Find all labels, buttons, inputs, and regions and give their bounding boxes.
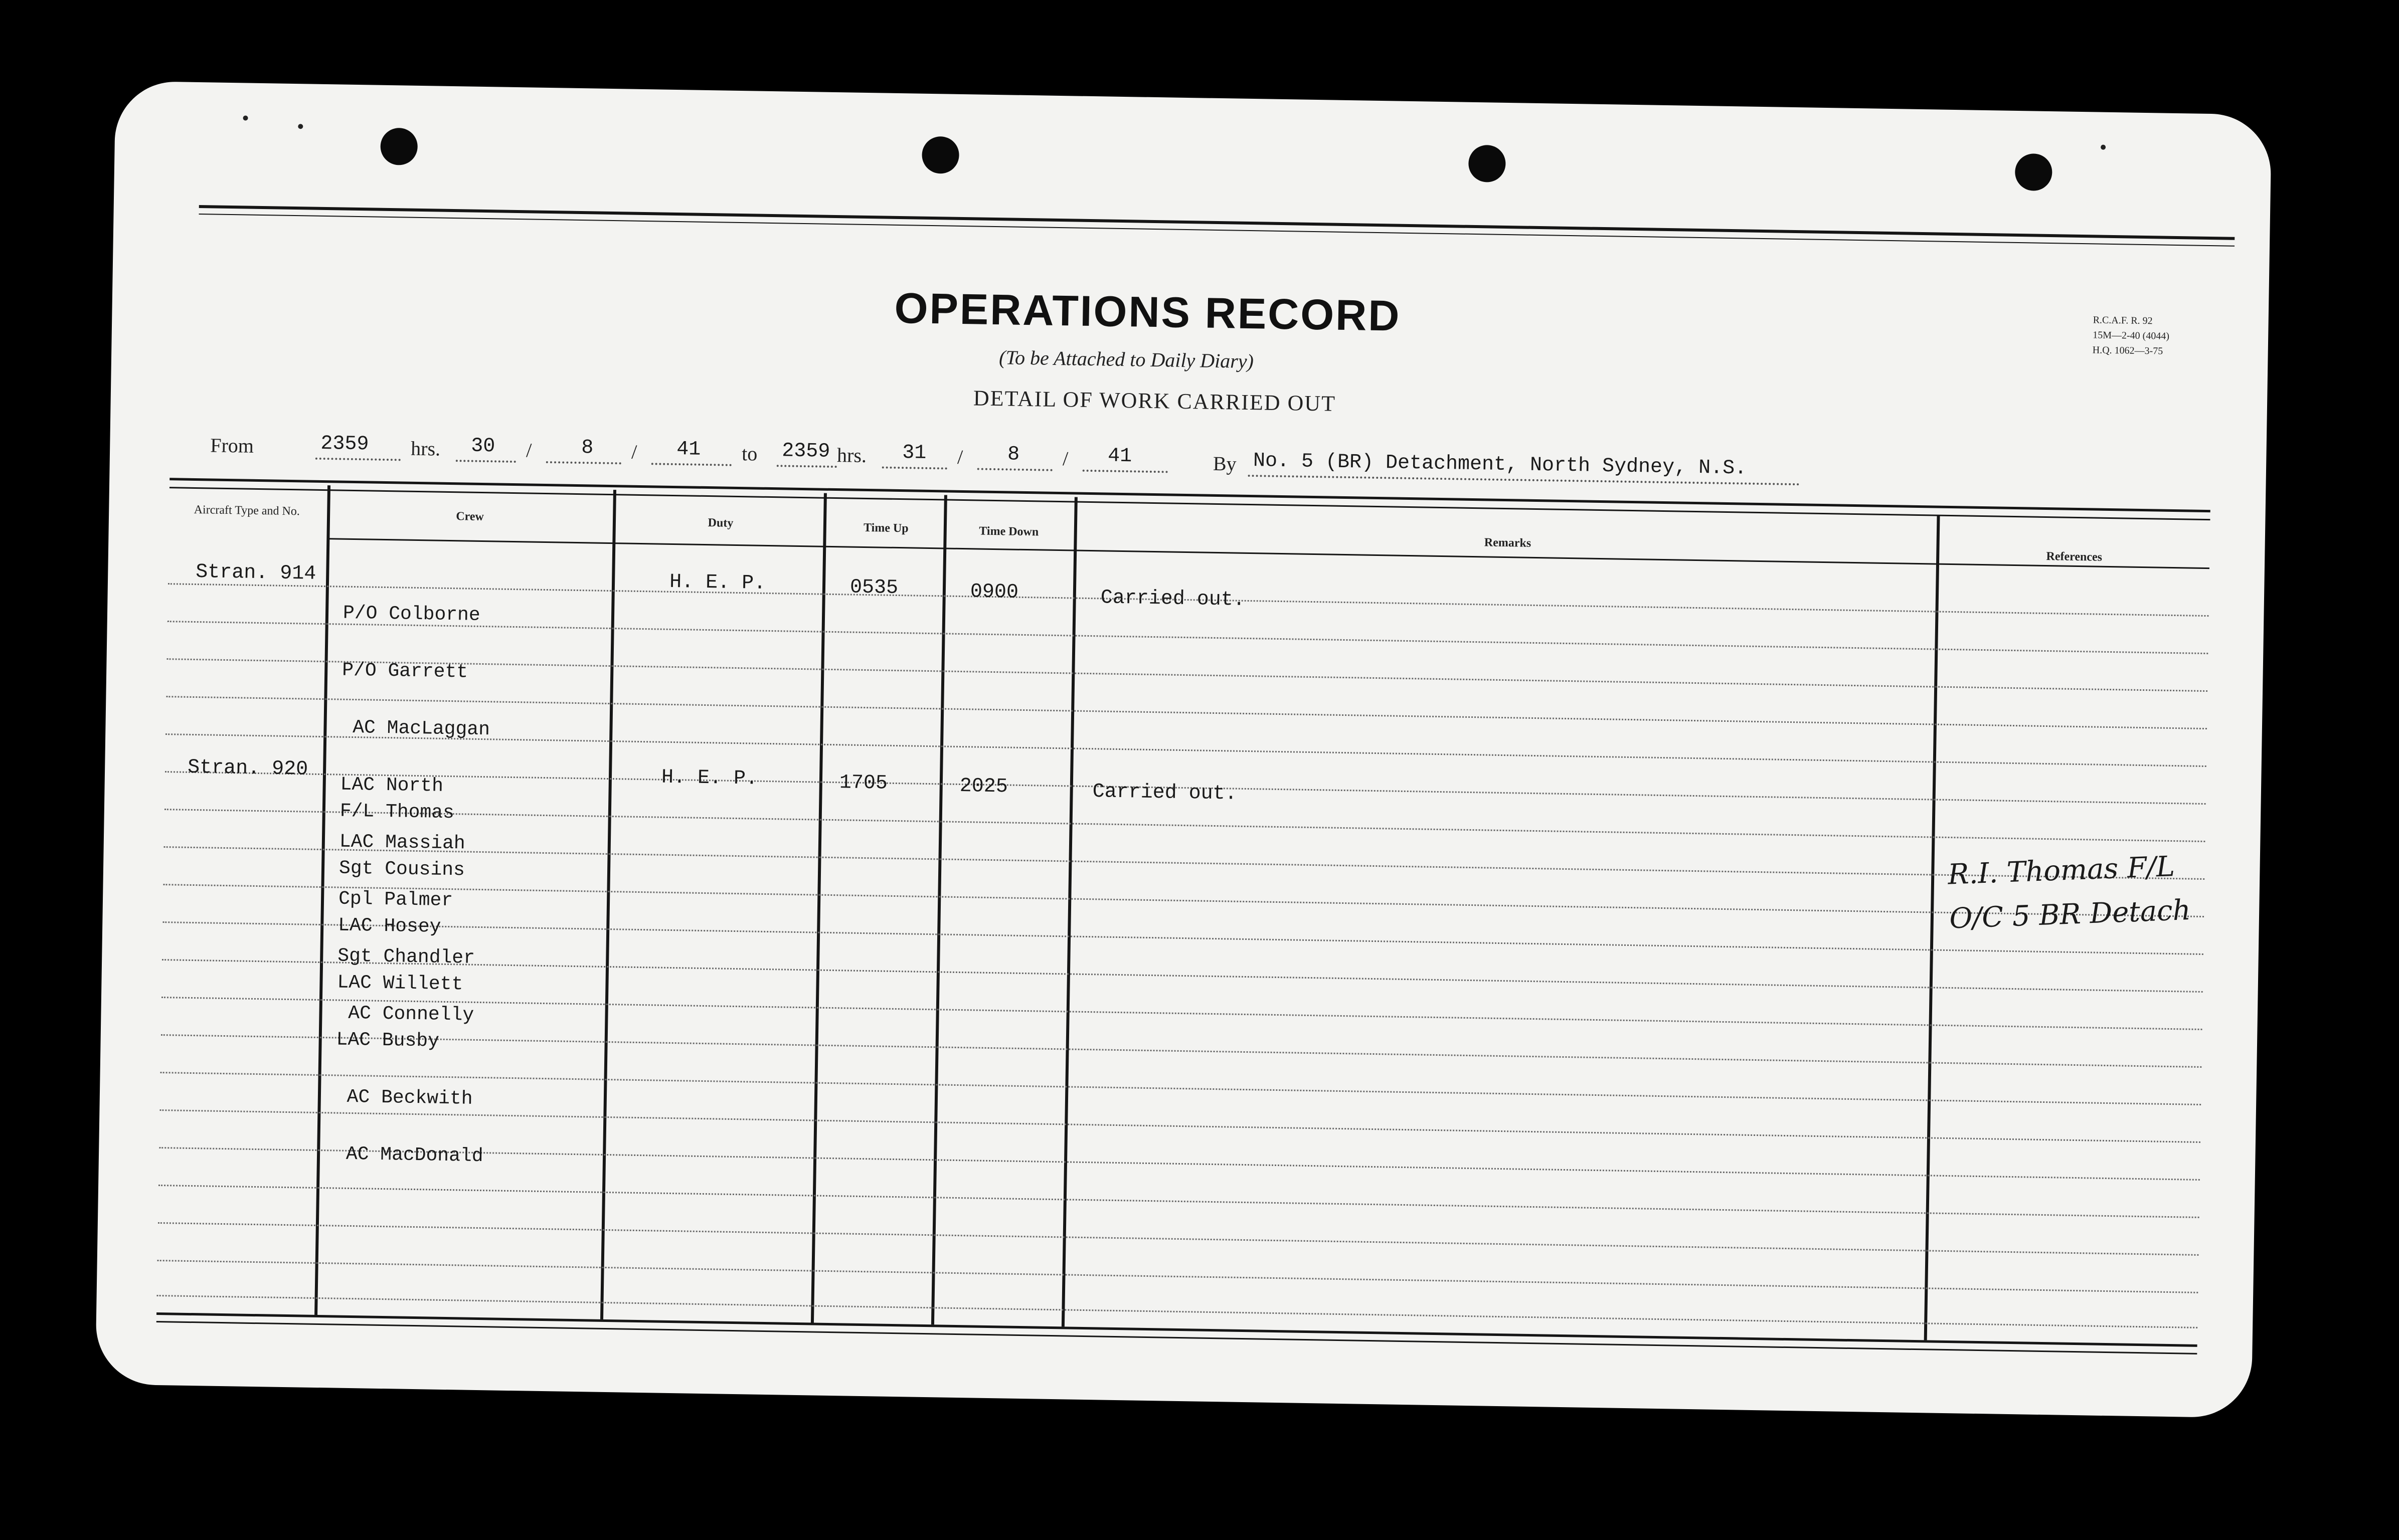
ruled-line: [157, 1295, 2198, 1328]
from-year: 41: [676, 438, 701, 461]
punch-mark: [2101, 145, 2106, 150]
page-subtitle: (To be Attached to Daily Diary): [998, 346, 1254, 373]
aircraft-cell: Stran. 920: [187, 756, 308, 781]
signature-line: O/C 5 BR Detach: [1949, 893, 2191, 935]
crew-member: P/O Colborne: [342, 602, 481, 626]
crew-member: AC Beckwith: [335, 1086, 473, 1110]
binder-hole: [922, 136, 959, 174]
punch-mark: [243, 115, 248, 120]
crew-member: AC MacDonald: [334, 1143, 483, 1168]
top-rule: [199, 205, 2235, 240]
crew-member: Sgt Cousins: [338, 857, 465, 881]
from-month: 8: [581, 437, 594, 460]
remarks-cell: Carried out.: [1100, 587, 1246, 612]
table-top-rule: [169, 478, 2210, 512]
to-day: 31: [902, 442, 927, 465]
crew-member: LAC Massiah: [339, 831, 466, 855]
date-slash: /: [631, 440, 637, 463]
col-header-duty: Duty: [708, 516, 734, 530]
col-header-time-up: Time Up: [863, 521, 909, 535]
fill-line: [1083, 470, 1168, 473]
fill-line: [546, 461, 621, 464]
date-slash: /: [1062, 447, 1069, 470]
col-header-remarks: Remarks: [1484, 536, 1531, 550]
form-code-line: H.Q. 1062—3-75: [2092, 344, 2163, 357]
time-down-cell: 0900: [970, 581, 1019, 604]
crew-member: LAC Busby: [336, 1029, 440, 1052]
col-header-aircraft: Aircraft Type and No.: [194, 503, 300, 518]
to-year: 41: [1107, 445, 1132, 468]
fill-line: [777, 465, 837, 468]
date-slash: /: [957, 445, 963, 469]
crew-member: AC Connelly: [336, 1002, 474, 1026]
form-code-line: R.C.A.F. R. 92: [2093, 314, 2153, 327]
binder-hole: [380, 128, 418, 165]
by-label: By: [1213, 452, 1237, 475]
punch-mark: [298, 124, 303, 129]
form-code-line: 15M—2-40 (4044): [2093, 329, 2170, 342]
time-up-cell: 1705: [839, 772, 888, 795]
fill-line: [651, 463, 732, 466]
crew-cell: [334, 764, 489, 1205]
time-down-cell: 2025: [959, 775, 1008, 799]
unit-name: No. 5 (BR) Detachment, North Sydney, N.S.: [1253, 450, 1747, 480]
form-code: [2093, 312, 2223, 359]
column-rule: [931, 495, 947, 1324]
to-month: 8: [1007, 443, 1020, 466]
hrs-label: hrs.: [836, 444, 867, 467]
signature-line: R.I. Thomas F/L: [1947, 850, 2175, 891]
from-day: 30: [470, 435, 495, 458]
remarks-cell: Carried out.: [1092, 781, 1238, 806]
column-rule: [600, 490, 616, 1319]
aircraft-cell: Stran. 914: [195, 561, 316, 586]
from-label: From: [210, 434, 254, 457]
crew-member: AC MacLaggan: [341, 716, 490, 741]
time-up-cell: 0535: [849, 576, 899, 600]
duty-cell: H. E. P.: [661, 766, 758, 791]
crew-member: Sgt Chandler: [337, 945, 475, 969]
to-label: to: [741, 442, 758, 465]
ruled-line: [158, 1222, 2199, 1256]
fill-line: [315, 458, 401, 461]
col-header-references: References: [2046, 549, 2103, 564]
detail-heading: DETAIL OF WORK CARRIED OUT: [973, 386, 1336, 416]
table-bottom-rule: [156, 1312, 2197, 1347]
from-time: 2359: [320, 432, 369, 456]
column-rule: [1062, 497, 1078, 1327]
crew-member: LAC Hosey: [337, 914, 441, 938]
column-rule: [811, 493, 827, 1323]
binder-hole: [2015, 153, 2052, 191]
crew-member: F/L Thomas: [339, 800, 455, 824]
column-rule: [1924, 516, 1940, 1340]
crew-member: P/O Garrett: [341, 659, 468, 683]
duty-cell: H. E. P.: [669, 570, 766, 595]
crew-member: Cpl Palmer: [338, 888, 453, 912]
col-header-time-down: Time Down: [979, 524, 1039, 539]
record-card: [95, 81, 2272, 1418]
top-rule-thin: [199, 214, 2235, 247]
ruled-line: [157, 1260, 2198, 1293]
date-slash: /: [526, 439, 532, 462]
binder-hole: [1468, 145, 1506, 182]
column-rule: [314, 485, 330, 1315]
fill-line: [882, 466, 947, 469]
page-title: OPERATIONS RECORD: [894, 284, 1402, 340]
col-header-crew: Crew: [456, 510, 484, 524]
fill-line: [977, 468, 1053, 471]
crew-member: LAC North: [340, 774, 444, 797]
officer-signature: [1947, 844, 2191, 941]
fill-line: [456, 460, 516, 463]
to-time: 2359: [781, 440, 830, 463]
crew-member: LAC Willett: [337, 972, 463, 996]
table-bottom-rule: [156, 1321, 2197, 1355]
hrs-label: hrs.: [410, 437, 441, 460]
